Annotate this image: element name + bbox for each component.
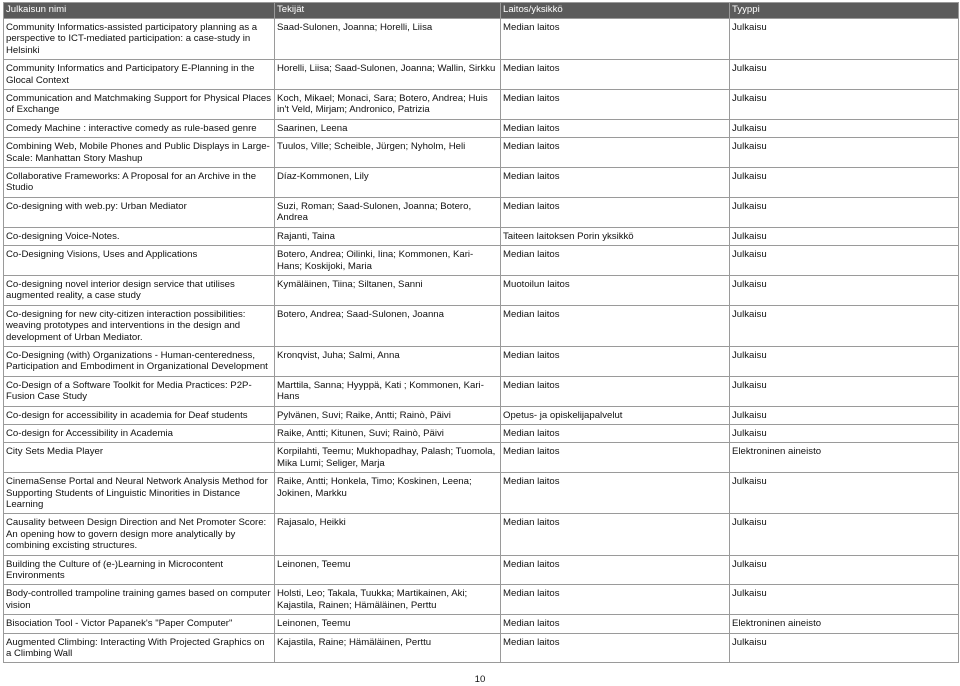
cell-unit: Median laitos xyxy=(501,555,730,585)
table-row xyxy=(4,227,959,245)
table-row xyxy=(4,424,959,442)
cell-type: Julkaisu xyxy=(730,197,959,227)
cell-authors: Suzi, Roman; Saad-Sulonen, Joanna; Botero, Andrea xyxy=(275,197,501,227)
cell-unit: Median laitos xyxy=(501,168,730,198)
table-row xyxy=(4,305,959,346)
cell-unit: Median laitos xyxy=(501,473,730,514)
cell-type: Julkaisu xyxy=(730,633,959,663)
cell-unit: Median laitos xyxy=(501,376,730,406)
cell-unit: Median laitos xyxy=(501,633,730,663)
table-row xyxy=(4,246,959,276)
cell-title: Co-Designing (with) Organizations - Human-centeredness, Participation and Embodiment in Organizational Development xyxy=(4,346,275,376)
table-row xyxy=(4,275,959,305)
cell-type: Julkaisu xyxy=(730,346,959,376)
cell-authors: Marttila, Sanna; Hyyppä, Kati ; Kommonen, Kari-Hans xyxy=(275,376,501,406)
cell-unit: Median laitos xyxy=(501,346,730,376)
cell-type: Julkaisu xyxy=(730,406,959,424)
table-row xyxy=(4,346,959,376)
header-title: Julkaisun nimi xyxy=(4,3,275,19)
cell-authors: Rajasalo, Heikki xyxy=(275,514,501,555)
cell-type: Julkaisu xyxy=(730,585,959,615)
cell-authors: Leinonen, Teemu xyxy=(275,615,501,633)
table-row xyxy=(4,585,959,615)
cell-type: Julkaisu xyxy=(730,246,959,276)
cell-unit: Median laitos xyxy=(501,246,730,276)
cell-unit: Median laitos xyxy=(501,197,730,227)
table-row xyxy=(4,615,959,633)
cell-unit: Taiteen laitoksen Porin yksikkö xyxy=(501,227,730,245)
cell-type: Elektroninen aineisto xyxy=(730,443,959,473)
table-row xyxy=(4,19,959,60)
table-row xyxy=(4,119,959,137)
cell-title: Co-design for Accessibility in Academia xyxy=(4,424,275,442)
cell-unit: Opetus- ja opiskelijapalvelut xyxy=(501,406,730,424)
cell-authors: Kymäläinen, Tiina; Siltanen, Sanni xyxy=(275,275,501,305)
cell-authors: Botero, Andrea; Oilinki, Iina; Kommonen, Kari-Hans; Koskijoki, Maria xyxy=(275,246,501,276)
cell-title: Co-designing Voice-Notes. xyxy=(4,227,275,245)
cell-title: CinemaSense Portal and Neural Network Analysis Method for Supporting Students of Linguistic Minorities in Distance Learning xyxy=(4,473,275,514)
cell-type: Julkaisu xyxy=(730,119,959,137)
cell-authors: Raike, Antti; Honkela, Timo; Koskinen, Leena; Jokinen, Markku xyxy=(275,473,501,514)
cell-type: Julkaisu xyxy=(730,60,959,90)
cell-title: Comedy Machine : interactive comedy as rule-based genre xyxy=(4,119,275,137)
cell-type: Julkaisu xyxy=(730,305,959,346)
table-row xyxy=(4,514,959,555)
table-row xyxy=(4,138,959,168)
table-row xyxy=(4,60,959,90)
cell-authors: Tuulos, Ville; Scheible, Jürgen; Nyholm, Heli xyxy=(275,138,501,168)
cell-authors: Leinonen, Teemu xyxy=(275,555,501,585)
cell-authors: Koch, Mikael; Monaci, Sara; Botero, Andrea; Huis in't Veld, Mirjam; Andronico, Patrizia xyxy=(275,90,501,120)
header-type: Tyyppi xyxy=(730,3,959,19)
cell-title: Community Informatics-assisted participatory planning as a perspective to ICT-mediated participation: a case-study in Helsinki xyxy=(4,19,275,60)
cell-title: Co-designing with web.py: Urban Mediator xyxy=(4,197,275,227)
cell-type: Julkaisu xyxy=(730,275,959,305)
cell-authors: Kajastila, Raine; Hämäläinen, Perttu xyxy=(275,633,501,663)
cell-unit: Median laitos xyxy=(501,615,730,633)
cell-authors: Rajanti, Taina xyxy=(275,227,501,245)
page-number: 10 xyxy=(474,674,486,685)
cell-title: Body-controlled trampoline training games based on computer vision xyxy=(4,585,275,615)
cell-authors: Kronqvist, Juha; Salmi, Anna xyxy=(275,346,501,376)
cell-unit: Median laitos xyxy=(501,424,730,442)
table-row xyxy=(4,90,959,120)
cell-authors: Korpilahti, Teemu; Mukhopadhay, Palash; Tuomola, Mika Lumi; Seliger, Marja xyxy=(275,443,501,473)
cell-title: Co-Designing Visions, Uses and Applications xyxy=(4,246,275,276)
cell-title: Communication and Matchmaking Support for Physical Places of Exchange xyxy=(4,90,275,120)
cell-type: Julkaisu xyxy=(730,424,959,442)
cell-type: Julkaisu xyxy=(730,168,959,198)
cell-authors: Horelli, Liisa; Saad-Sulonen, Joanna; Wallin, Sirkku xyxy=(275,60,501,90)
cell-title: Community Informatics and Participatory E-Planning in the Glocal Context xyxy=(4,60,275,90)
cell-unit: Median laitos xyxy=(501,585,730,615)
cell-type: Julkaisu xyxy=(730,138,959,168)
table-header-row xyxy=(4,3,959,19)
cell-type: Julkaisu xyxy=(730,227,959,245)
header-unit: Laitos/yksikkö xyxy=(501,3,730,19)
cell-title: Causality between Design Direction and Net Promoter Score: An opening how to govern design more analytically by combining excisting structures. xyxy=(4,514,275,555)
cell-authors: Raike, Antti; Kitunen, Suvi; Rainò, Päivi xyxy=(275,424,501,442)
cell-title: Bisociation Tool - Victor Papanek's "Paper Computer" xyxy=(4,615,275,633)
cell-authors: Holsti, Leo; Takala, Tuukka; Martikainen, Aki; Kajastila, Rainen; Hämäläinen, Perttu xyxy=(275,585,501,615)
cell-title: Augmented Climbing: Interacting With Projected Graphics on a Climbing Wall xyxy=(4,633,275,663)
cell-type: Julkaisu xyxy=(730,376,959,406)
cell-title: Collaborative Frameworks: A Proposal for an Archive in the Studio xyxy=(4,168,275,198)
cell-authors: Pylvänen, Suvi; Raike, Antti; Rainò, Päivi xyxy=(275,406,501,424)
cell-title: Combining Web, Mobile Phones and Public Displays in Large-Scale: Manhattan Story Mashup xyxy=(4,138,275,168)
table-row xyxy=(4,633,959,663)
cell-unit: Muotoilun laitos xyxy=(501,275,730,305)
cell-title: Co-design for accessibility in academia for Deaf students xyxy=(4,406,275,424)
cell-title: Co-designing novel interior design service that utilises augmented reality, a case study xyxy=(4,275,275,305)
table-row xyxy=(4,376,959,406)
table-row xyxy=(4,555,959,585)
cell-unit: Median laitos xyxy=(501,305,730,346)
publications-table xyxy=(3,2,959,663)
cell-unit: Median laitos xyxy=(501,19,730,60)
table-row xyxy=(4,197,959,227)
cell-type: Julkaisu xyxy=(730,473,959,514)
table-row xyxy=(4,473,959,514)
cell-title: Building the Culture of (e-)Learning in Microcontent Environments xyxy=(4,555,275,585)
cell-authors: Saad-Sulonen, Joanna; Horelli, Liisa xyxy=(275,19,501,60)
cell-unit: Median laitos xyxy=(501,119,730,137)
cell-type: Julkaisu xyxy=(730,90,959,120)
cell-type: Julkaisu xyxy=(730,19,959,60)
cell-unit: Median laitos xyxy=(501,443,730,473)
table-row xyxy=(4,406,959,424)
cell-title: City Sets Media Player xyxy=(4,443,275,473)
cell-authors: Saarinen, Leena xyxy=(275,119,501,137)
cell-type: Julkaisu xyxy=(730,555,959,585)
cell-unit: Median laitos xyxy=(501,138,730,168)
cell-title: Co-designing for new city-citizen interaction possibilities: weaving prototypes and interventions in the design and development of Urban Mediator. xyxy=(4,305,275,346)
cell-authors: Botero, Andrea; Saad-Sulonen, Joanna xyxy=(275,305,501,346)
cell-type: Julkaisu xyxy=(730,514,959,555)
cell-unit: Median laitos xyxy=(501,90,730,120)
cell-unit: Median laitos xyxy=(501,60,730,90)
table-row xyxy=(4,443,959,473)
cell-type: Elektroninen aineisto xyxy=(730,615,959,633)
cell-unit: Median laitos xyxy=(501,514,730,555)
cell-authors: Díaz-Kommonen, Lily xyxy=(275,168,501,198)
header-authors: Tekijät xyxy=(275,3,501,19)
cell-title: Co-Design of a Software Toolkit for Media Practices: P2P-Fusion Case Study xyxy=(4,376,275,406)
table-row xyxy=(4,168,959,198)
